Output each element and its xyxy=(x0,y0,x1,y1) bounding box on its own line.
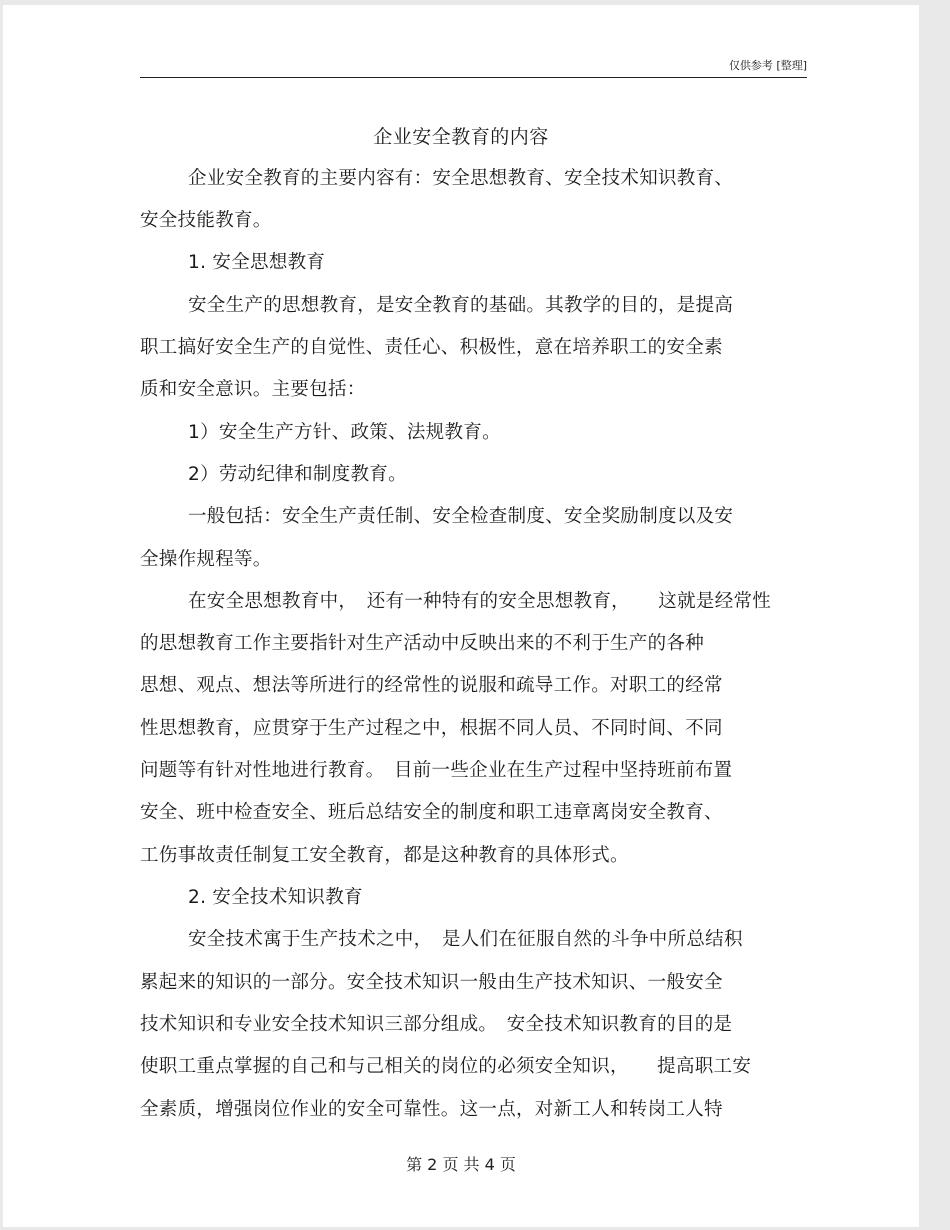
paragraph-line: 累起来的知识的一部分。安全技术知识一般由生产技术知识、一般安全 xyxy=(140,972,723,993)
document-page xyxy=(3,5,919,1227)
paragraph-line: 全操作规程等。 xyxy=(140,549,272,570)
paragraph-line: 工伤事故责任制复工安全教育，都是这种教育的具体形式。 xyxy=(140,845,629,866)
list-item: 2）劳动纪律和制度教育。 xyxy=(188,464,407,485)
paragraph-line: 技术知识和专业安全技术知识三部分组成。 安全技术知识教育的目的是 xyxy=(140,1014,733,1035)
paragraph-line: 一般包括：安全生产责任制、安全检查制度、安全奖励制度以及安 xyxy=(188,506,734,527)
paragraph-line: 全素质，增强岗位作业的安全可靠性。这一点，对新工人和转岗工人特 xyxy=(140,1099,723,1120)
paragraph-line: 的思想教育工作主要指针对生产活动中反映出来的不利于生产的各种 xyxy=(140,633,705,654)
paragraph-line: 质和安全意识。主要包括： xyxy=(140,379,366,400)
paragraph-line: 性思想教育，应贯穿于生产过程之中，根据不同人员、不同时间、不同 xyxy=(140,718,723,739)
section-heading: 2. 安全技术知识教育 xyxy=(188,887,363,908)
page-number: 第 2 页 共 4 页 xyxy=(406,1155,516,1174)
document-title: 企业安全教育的内容 xyxy=(373,126,549,148)
paragraph-line: 职工搞好安全生产的自觉性、责任心、积极性，意在培养职工的安全素 xyxy=(140,337,723,358)
section-heading: 1. 安全思想教育 xyxy=(188,252,326,273)
paragraph-line: 安全技术寓于生产技术之中， 是人们在征服自然的斗争中所总结积 xyxy=(188,929,743,950)
paragraph-line: 安全、班中检查安全、班后总结安全的制度和职工违章离岗安全教育、 xyxy=(140,802,723,823)
paragraph-line: 在安全思想教育中， 还有一种特有的安全思想教育， 这就是经常性 xyxy=(188,591,772,612)
paragraph-line: 企业安全教育的主要内容有：安全思想教育、安全技术知识教育、 xyxy=(188,168,734,189)
paragraph-line: 使职工重点掌握的自己和与己相关的岗位的必须安全知识， 提高职工安 xyxy=(140,1056,752,1077)
list-item: 1）安全生产方针、政策、法规教育。 xyxy=(188,422,501,443)
header-divider xyxy=(140,77,807,78)
header-note: 仅供参考 [整理] xyxy=(728,59,807,72)
paragraph-line: 安全技能教育。 xyxy=(140,210,272,231)
paragraph-line: 安全生产的思想教育，是安全教育的基础。其教学的目的，是提高 xyxy=(188,295,734,316)
paragraph-line: 思想、观点、想法等所进行的经常性的说服和疏导工作。对职工的经常 xyxy=(140,675,723,696)
paragraph-line: 问题等有针对性地进行教育。 目前一些企业在生产过程中坚持班前布置 xyxy=(140,760,733,781)
